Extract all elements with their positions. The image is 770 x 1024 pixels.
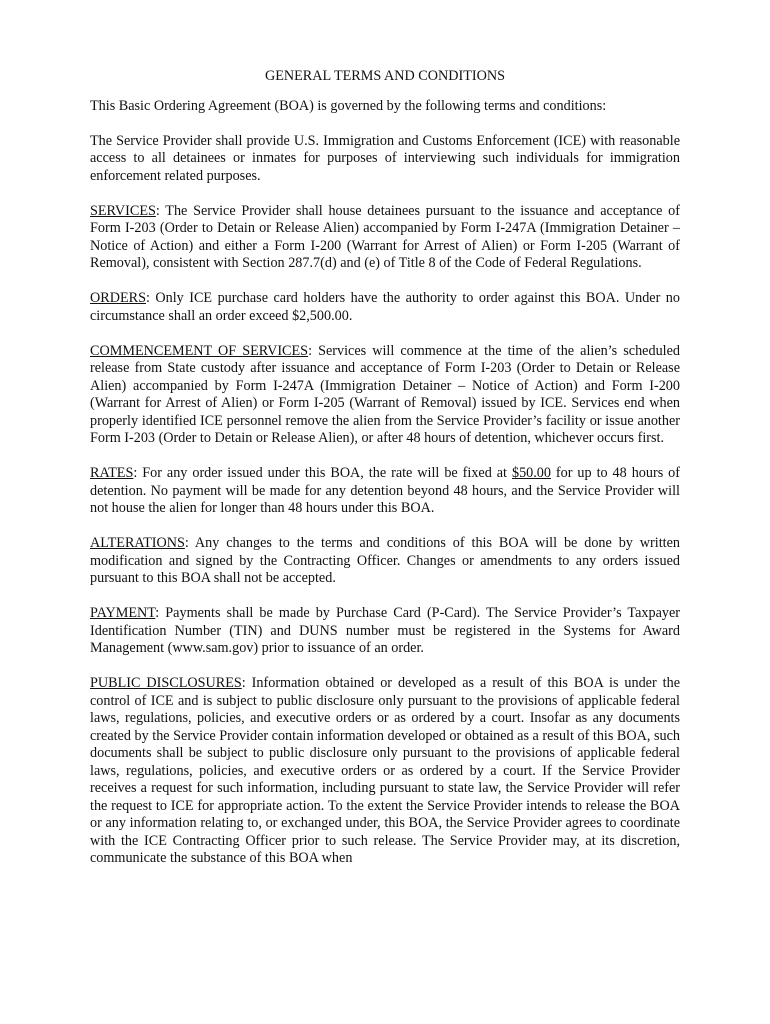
- intro-paragraph: This Basic Ordering Agreement (BOA) is governed by the following terms and conditions:: [90, 97, 607, 114]
- payment-label: PAYMENT: [90, 605, 156, 621]
- services-text: : The Service Provider shall house detainees pursuant to the issuance and acceptance of Form I-203 (Order to Detain or Release Alien) accompanied by Form I-247A (Immigration Detainer – Notice of Action) and either a Form I-200 (Warrant for Arrest of Alien) or Form I-205 (Warrant of Removal), consistent with Section 287.7(d) and (e) of Title 8 of the Code of Federal Regulations.: [90, 202, 680, 271]
- public-disclosures-text: : Information obtained or developed as a result of this BOA is under the control of ICE and is subject to public disclosure only pursuant to the provisions of applicable federal laws, regulations, policies, and executive orders or as ordered by a court. Insofar as any documents created by the Service Provider contain information developed or obtained as a result of this BOA, such documents shall be subject to public disclosure only pursuant to the provisions of applicable federal laws, regulations, policies, and executive orders or as ordered by a court. If the Service Provider receives a request for such information, including pursuant to state law, the Service Provider will refer the request to ICE for appropriate action. To the extent the Service Provider intends to release the BOA or any information relating to, or exchanged under, this BOA, the Service Provider agrees to coordinate with the ICE Contracting Officer prior to such release. The Service Provider may, at its discretion, communicate the substance of this BOA when: [90, 675, 680, 866]
- commencement-label: COMMENCEMENT OF SERVICES: [90, 342, 309, 359]
- payment-text: : Payments shall be made by Purchase Card (P-Card). The Service Provider’s Taxpayer Identification Number (TIN) and DUNS number must be registered in the Systems for Award Management (www.sam.gov) prior to issuance of an order.: [90, 605, 680, 656]
- document-title: GENERAL TERMS AND CONDITIONS: [264, 68, 505, 84]
- rates-section: [90, 465, 680, 518]
- rates-text-before: : For any order issued under this BOA, the rate will be fixed at: [133, 465, 512, 481]
- commencement-section: [90, 343, 680, 448]
- services-label: SERVICES: [90, 202, 156, 219]
- alterations-label: ALTERATIONS: [90, 535, 185, 551]
- commencement-text: : Services will commence at the time of the alien’s scheduled release from State custody after issuance and acceptance of Form I-203 (Order to Detain or Release Alien) accompanied by Form I-247A (Immigration Detainer – Notice of Action) and Form I-200 (Warrant for Arrest of Alien) or Form I-205 (Warrant of Removal) issued by ICE. Services end when properly identified ICE personnel remove the alien from the Service Provider’s facility or issue another Form I-203 (Order to Detain or Release Alien), or after 48 hours of detention, whichever occurs first.: [90, 342, 680, 446]
- rates-text-after: for up to 48 hours of detention. No payment will be made for any detention beyond 48 hours, and the Service Provider will not house the alien for longer than 48 hours under this BOA.: [90, 465, 680, 516]
- alterations-text: : Any changes to the terms and conditions of this BOA will be done by written modification and signed by the Contracting Officer. Changes or amendments to any orders issued pursuant to this BOA shall not be accepted.: [90, 535, 680, 586]
- rates-amount: $50.00: [511, 465, 551, 481]
- orders-section: [90, 290, 680, 325]
- alterations-section: [90, 535, 680, 588]
- services-section: [90, 203, 680, 273]
- public-disclosures-label: PUBLIC DISCLOSURES: [90, 675, 242, 691]
- rates-label: RATES: [90, 465, 134, 481]
- orders-label: ORDERS: [90, 290, 146, 306]
- payment-section: [90, 605, 680, 658]
- access-paragraph: The Service Provider shall provide U.S. Immigration and Customs Enforcement (ICE) with reasonable access to all detainees or inmates for purposes of interviewing such individuals for immigration enforcement related purposes.: [90, 132, 680, 184]
- public-disclosures-section: [90, 675, 680, 868]
- document-page: [90, 68, 680, 885]
- orders-text: : Only ICE purchase card holders have the authority to order against this BOA. Under no circumstance shall an order exceed $2,500.00.: [90, 290, 680, 324]
